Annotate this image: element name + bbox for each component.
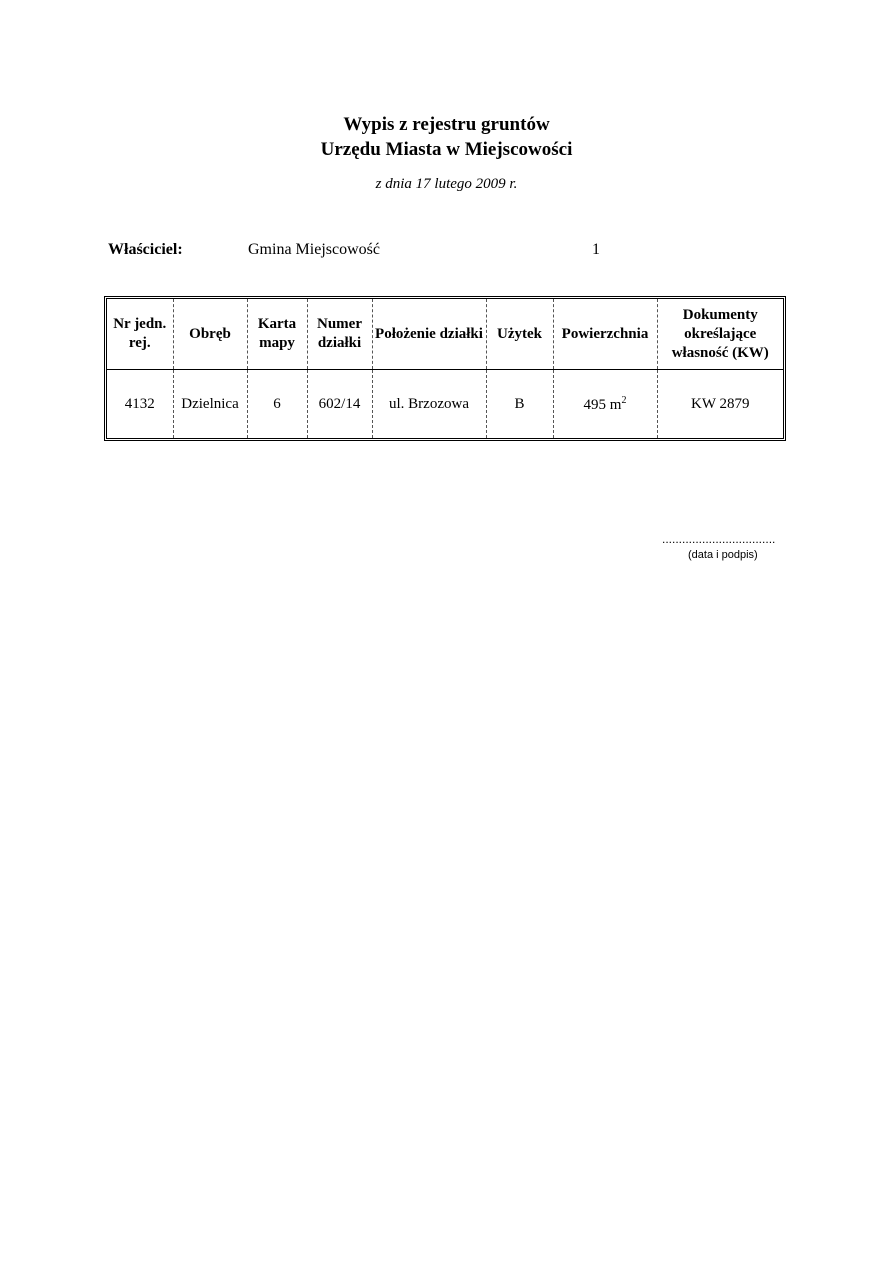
signature-label: (data i podpis) bbox=[688, 549, 758, 561]
owner-name: Gmina Miejscowość bbox=[248, 241, 380, 258]
header-dokumenty: Dokumenty określające własność (KW) bbox=[657, 299, 783, 370]
document-date: z dnia 17 lutego 2009 r. bbox=[375, 176, 518, 192]
header-obreb: Obręb bbox=[173, 299, 247, 370]
cell-numer: 602/14 bbox=[307, 370, 372, 439]
document-subtitle: Urzędu Miasta w Miejscowości bbox=[320, 139, 573, 160]
cell-polozenie: ul. Brzozowa bbox=[372, 370, 486, 439]
cell-obreb: Dzielnica bbox=[173, 370, 247, 439]
header-polozenie: Położenie działki bbox=[372, 299, 486, 370]
document-title: Wypis z rejestru gruntów bbox=[343, 114, 550, 135]
land-register-table bbox=[104, 296, 786, 441]
owner-number: 1 bbox=[592, 241, 600, 258]
owner-label: Właściciel: bbox=[108, 241, 183, 258]
cell-dokumenty: KW 2879 bbox=[657, 370, 783, 439]
cell-karta: 6 bbox=[247, 370, 307, 439]
header-powierzchnia: Powierzchnia bbox=[553, 299, 657, 370]
table-row bbox=[107, 370, 783, 439]
area-exponent: 2 bbox=[621, 394, 627, 406]
table-header-row bbox=[107, 299, 783, 370]
cell-nr: 4132 bbox=[124, 395, 155, 412]
header-nr: Nr jedn. rej. bbox=[107, 299, 173, 370]
cell-uzytek: B bbox=[486, 370, 553, 439]
header-uzytek: Użytek bbox=[486, 299, 553, 370]
signature-line: .................................. bbox=[662, 532, 776, 546]
cell-powierzchnia bbox=[553, 370, 657, 439]
header-numer: Numer działki bbox=[307, 299, 372, 370]
header-karta: Karta mapy bbox=[247, 299, 307, 370]
area-value: 495 m bbox=[583, 396, 622, 413]
